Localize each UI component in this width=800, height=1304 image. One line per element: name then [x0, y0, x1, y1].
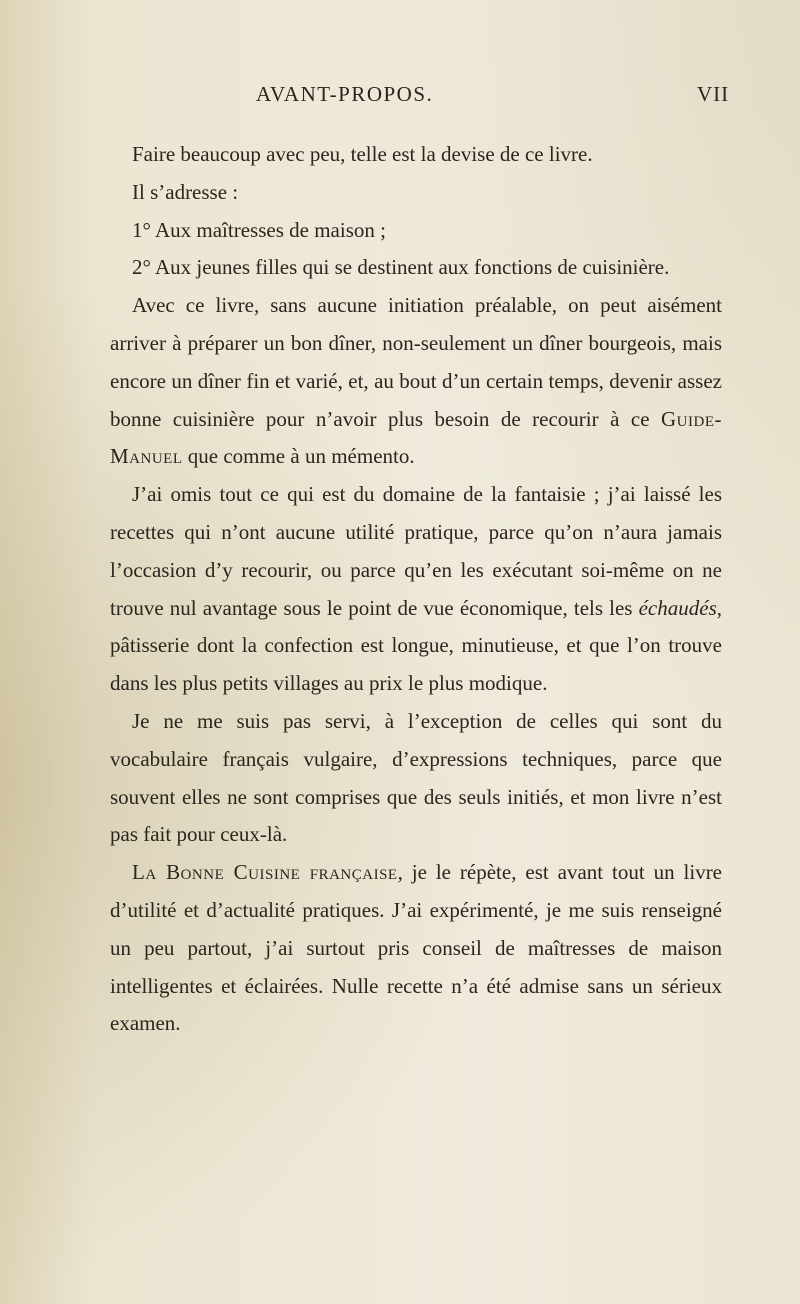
list-item-maitresses: 1° Aux maîtresses de maison ;: [132, 217, 386, 242]
book-title: La Bonne Cuisine française: [132, 860, 398, 885]
page-number: VII: [697, 82, 730, 106]
paragraph-text: J’ai omis tout ce qui est du domaine de la fantaisie ; j’ai laissé les recettes qui n’ont aucune utilité pratique, parce qu’on n’aura jamais l’occasion d’y recourir, ou parce qu’en les exécutant soi-même on ne trouve nul avantage sous le point de vue économique, tels les: [110, 482, 722, 620]
running-title: AVANT-PROPOS.: [256, 82, 434, 106]
paragraph-text: , pâtisserie dont la confection est longue, minutieuse, et que l’on trouve dans les plus petits villages au prix le plus modique.: [110, 595, 722, 696]
body-text: [110, 136, 722, 1043]
guide-manuel-title: Guide-Manuel: [110, 406, 722, 469]
paragraph-text: Avec ce livre, sans aucune initiation préalable, on peut aisément arriver à préparer un bon dîner, non-seulement un dîner bourgeois, mais encore un dîner fin et varié, et, au bout d’un certain temps, devenir assez bonne cuisinière pour n’avoir plus besoin de recourir à ce: [110, 293, 722, 431]
list-item-jeunes-filles: 2° Aux jeunes filles qui se destinent aux fonctions de cuisinière.: [132, 255, 670, 280]
paragraph-adresse: Il s’adresse :: [132, 179, 239, 204]
running-head: [0, 82, 800, 122]
paragraph-avec-ce-livre: [110, 287, 722, 476]
paragraph-vocabulaire: Je ne me suis pas servi, à l’exception de celles qui sont du vocabulaire français vulgaire, d’expressions techniques, parce que souvent elles ne sont comprises que des seuls initiés, et mon livre n’est pas fait pour ceux-là.: [110, 708, 722, 847]
echaudes-term: échaudés: [638, 595, 717, 620]
paragraph-devise: Faire beaucoup avec peu, telle est la devise de ce livre.: [132, 142, 593, 166]
paragraph-fantaisie: [110, 476, 722, 703]
paragraph-text: , je le répète, est avant tout un livre d’utilité et d’actualité pratiques. J’ai expérimenté, je me suis renseigné un peu partout, j’ai surtout pris conseil de maîtresses de maison intelligentes et éclairées. Nulle recette n’a été admise sans un sérieux examen.: [110, 860, 723, 1036]
paragraph-bonne-cuisine: [110, 854, 722, 1043]
paragraph-text: que comme à un mémento.: [182, 444, 415, 469]
